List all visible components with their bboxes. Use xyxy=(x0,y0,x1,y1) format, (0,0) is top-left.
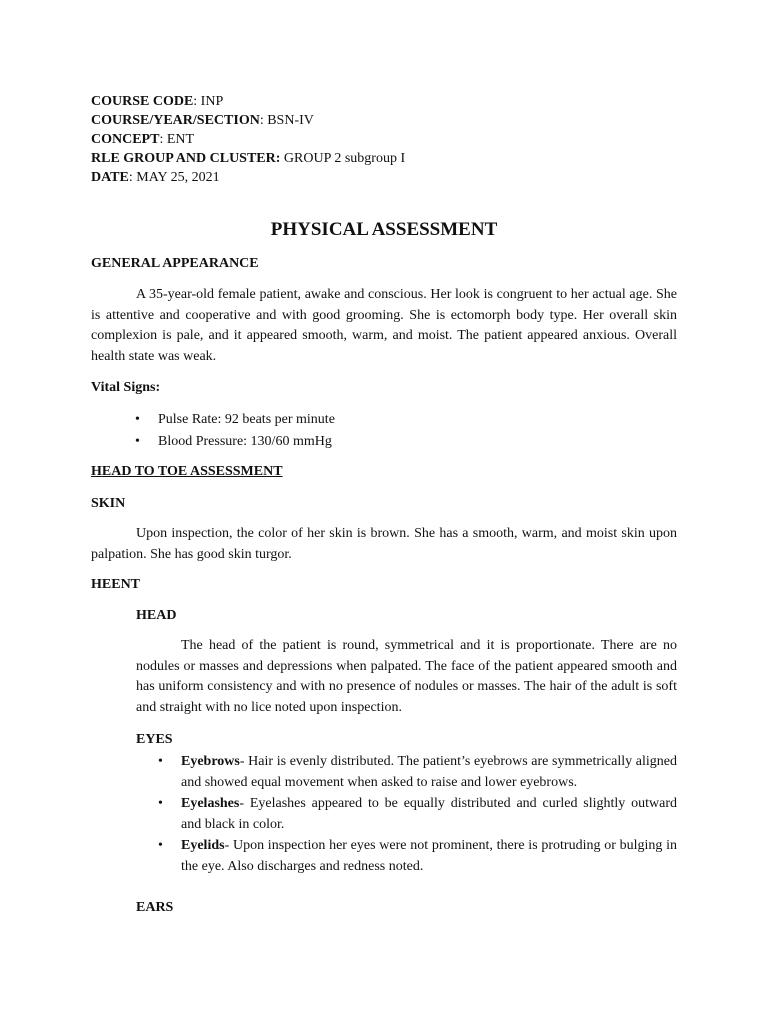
list-item: • Eyelids- Upon inspection her eyes were not prominent, there is protruding or bulging in the eye. Also discharges and redness noted. xyxy=(181,835,677,877)
eyes-list xyxy=(158,751,677,877)
list-item: • Pulse Rate: 92 beats per minute xyxy=(158,409,335,431)
page-title: PHYSICAL ASSESSMENT xyxy=(270,219,498,240)
rle-group-line: RLE GROUP AND CLUSTER: GROUP 2 subgroup I xyxy=(91,151,406,166)
bullet-icon: • xyxy=(158,838,163,853)
head-heading: HEAD xyxy=(136,608,177,623)
bullet-icon: • xyxy=(135,434,140,449)
vital-signs-list xyxy=(135,409,335,453)
skin-heading: SKIN xyxy=(91,496,126,511)
ears-heading: EARS xyxy=(136,900,174,915)
eyes-heading: EYES xyxy=(136,732,173,747)
head-text: The head of the patient is round, symmetrical and it is proportionate. There are no nodules or masses and depressions when palpated. The face of the patient appeared smooth and has uniform consistency and with no presence of nodules or masses. The hair of the adult is soft and straight with no lice noted upon inspection. xyxy=(136,638,677,715)
head-to-toe-heading: HEAD TO TOE ASSESSMENT xyxy=(91,464,283,479)
general-appearance-text: A 35-year-old female patient, awake and conscious. Her look is congruent to her actual age. She is attentive and cooperative and with good grooming. She is ectomorph body type. Her overall skin complexion is pale, and it appeared smooth, warm, and moist. The patient appeared anxious. Overall health state was weak. xyxy=(91,287,677,364)
course-header xyxy=(91,92,405,187)
list-item: • Eyelashes- Eyelashes appeared to be equally distributed and curled slightly outward and black in color. xyxy=(181,793,677,835)
vital-signs-heading: Vital Signs: xyxy=(91,380,161,395)
list-item: • Eyebrows- Hair is evenly distributed. The patient’s eyebrows are symmetrically aligned and showed equal movement when asked to raise and lower eyebrows. xyxy=(181,751,677,793)
course-code-line: COURSE CODE: INP xyxy=(91,94,224,109)
concept-line: CONCEPT: ENT xyxy=(91,132,195,147)
heent-heading: HEENT xyxy=(91,577,141,592)
bullet-icon: • xyxy=(158,754,163,769)
section-line: COURSE/YEAR/SECTION: BSN-IV xyxy=(91,113,314,128)
bullet-icon: • xyxy=(135,412,140,427)
general-appearance-heading: GENERAL APPEARANCE xyxy=(91,256,259,271)
bullet-icon: • xyxy=(158,796,163,811)
date-line: DATE: MAY 25, 2021 xyxy=(91,170,220,185)
list-item: • Blood Pressure: 130/60 mmHg xyxy=(158,431,335,453)
skin-text: Upon inspection, the color of her skin is brown. She has a smooth, warm, and moist skin upon palpation. She has good skin turgor. xyxy=(91,526,677,562)
